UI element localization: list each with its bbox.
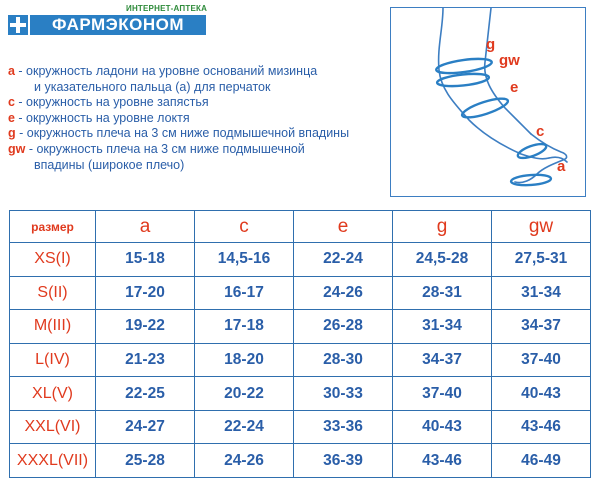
legend-row-a-cont [8,80,398,96]
logo-subtitle: ИНТЕРНЕТ-АПТЕКА [126,4,208,13]
legend-row-a [8,64,398,80]
value-cell: 31-34 [393,310,492,344]
label-e: e [510,79,519,96]
legend-text: - окружность ладони на уровне оснований мизинца [14,64,318,78]
value-cell: 37-40 [492,343,591,377]
label-g: g [486,36,496,53]
legend-row-gw [8,142,398,158]
value-cell: 37-40 [393,377,492,411]
table-row [10,444,591,478]
value-cell: 18-20 [195,343,294,377]
size-cell: XL(V) [10,377,96,411]
legend-row-g [8,126,398,142]
value-cell: 33-36 [294,410,393,444]
value-cell: 25-28 [96,444,195,478]
value-cell: 34-37 [393,343,492,377]
pharmacy-cross-icon [8,15,28,35]
size-cell: XXL(VI) [10,410,96,444]
legend-text: и указательного пальца (a) для перчаток [34,79,271,94]
value-cell: 36-39 [294,444,393,478]
label-a: a [557,158,566,175]
ring-a [511,174,552,187]
header-c: c [195,211,294,243]
value-cell: 15-18 [96,243,195,277]
size-cell: XS(I) [10,243,96,277]
measurement-legend [8,64,398,173]
size-cell: S(II) [10,276,96,310]
value-cell: 46-49 [492,444,591,478]
table-row [10,276,591,310]
size-cell: M(III) [10,310,96,344]
size-cell: L(IV) [10,343,96,377]
header-size: размер [10,211,96,243]
header-e: e [294,211,393,243]
value-cell: 43-46 [393,444,492,478]
table-row [10,377,591,411]
legend-text: - окружность плеча на 3 см ниже подмышечной впадины [15,126,350,141]
arm-measurement-illustration [390,7,586,197]
legend-row-gw-cont [8,158,398,174]
legend-key: gw [8,141,26,156]
legend-key: c [8,95,15,110]
ring-e [460,95,509,121]
value-cell: 24-26 [195,444,294,478]
value-cell: 22-24 [294,243,393,277]
legend-key: g [8,126,16,141]
table-row [10,343,591,377]
value-cell: 22-24 [195,410,294,444]
value-cell: 31-34 [492,276,591,310]
legend-key: a [8,64,15,78]
value-cell: 34-37 [492,310,591,344]
value-cell: 24-26 [294,276,393,310]
value-cell: 26-28 [294,310,393,344]
value-cell: 14,5-16 [195,243,294,277]
value-cell: 40-43 [492,377,591,411]
table-header-row [10,211,591,243]
ring-g [437,72,490,88]
value-cell: 24-27 [96,410,195,444]
value-cell: 28-30 [294,343,393,377]
value-cell: 28-31 [393,276,492,310]
value-cell: 22-25 [96,377,195,411]
value-cell: 16-17 [195,276,294,310]
value-cell: 27,5-31 [492,243,591,277]
value-cell: 40-43 [393,410,492,444]
legend-key: e [8,110,15,125]
logo-name: ФАРМЭКОНОМ [30,15,206,35]
legend-row-e [8,111,398,127]
header-gw: gw [492,211,591,243]
value-cell: 17-20 [96,276,195,310]
legend-text: - окружность плеча на 3 см ниже подмышечной [25,141,305,156]
table-row [10,310,591,344]
legend-text: - окружность на уровне локтя [14,110,190,125]
label-gw: gw [499,52,520,69]
table-row [10,410,591,444]
value-cell: 19-22 [96,310,195,344]
label-c: c [536,123,545,140]
legend-text: - окружность на уровне запястья [14,95,209,110]
legend-text: впадины (широкое плечо) [34,157,185,172]
value-cell: 43-46 [492,410,591,444]
value-cell: 21-23 [96,343,195,377]
value-cell: 20-22 [195,377,294,411]
size-cell: XXXL(VII) [10,444,96,478]
table-row [10,243,591,277]
arm-outline-outer [439,8,549,159]
size-table [9,210,591,478]
value-cell: 17-18 [195,310,294,344]
legend-row-c [8,95,398,111]
header-g: g [393,211,492,243]
header-a: a [96,211,195,243]
value-cell: 30-33 [294,377,393,411]
pharmacy-logo [8,4,208,38]
value-cell: 24,5-28 [393,243,492,277]
arm-outline-inner [485,8,531,134]
